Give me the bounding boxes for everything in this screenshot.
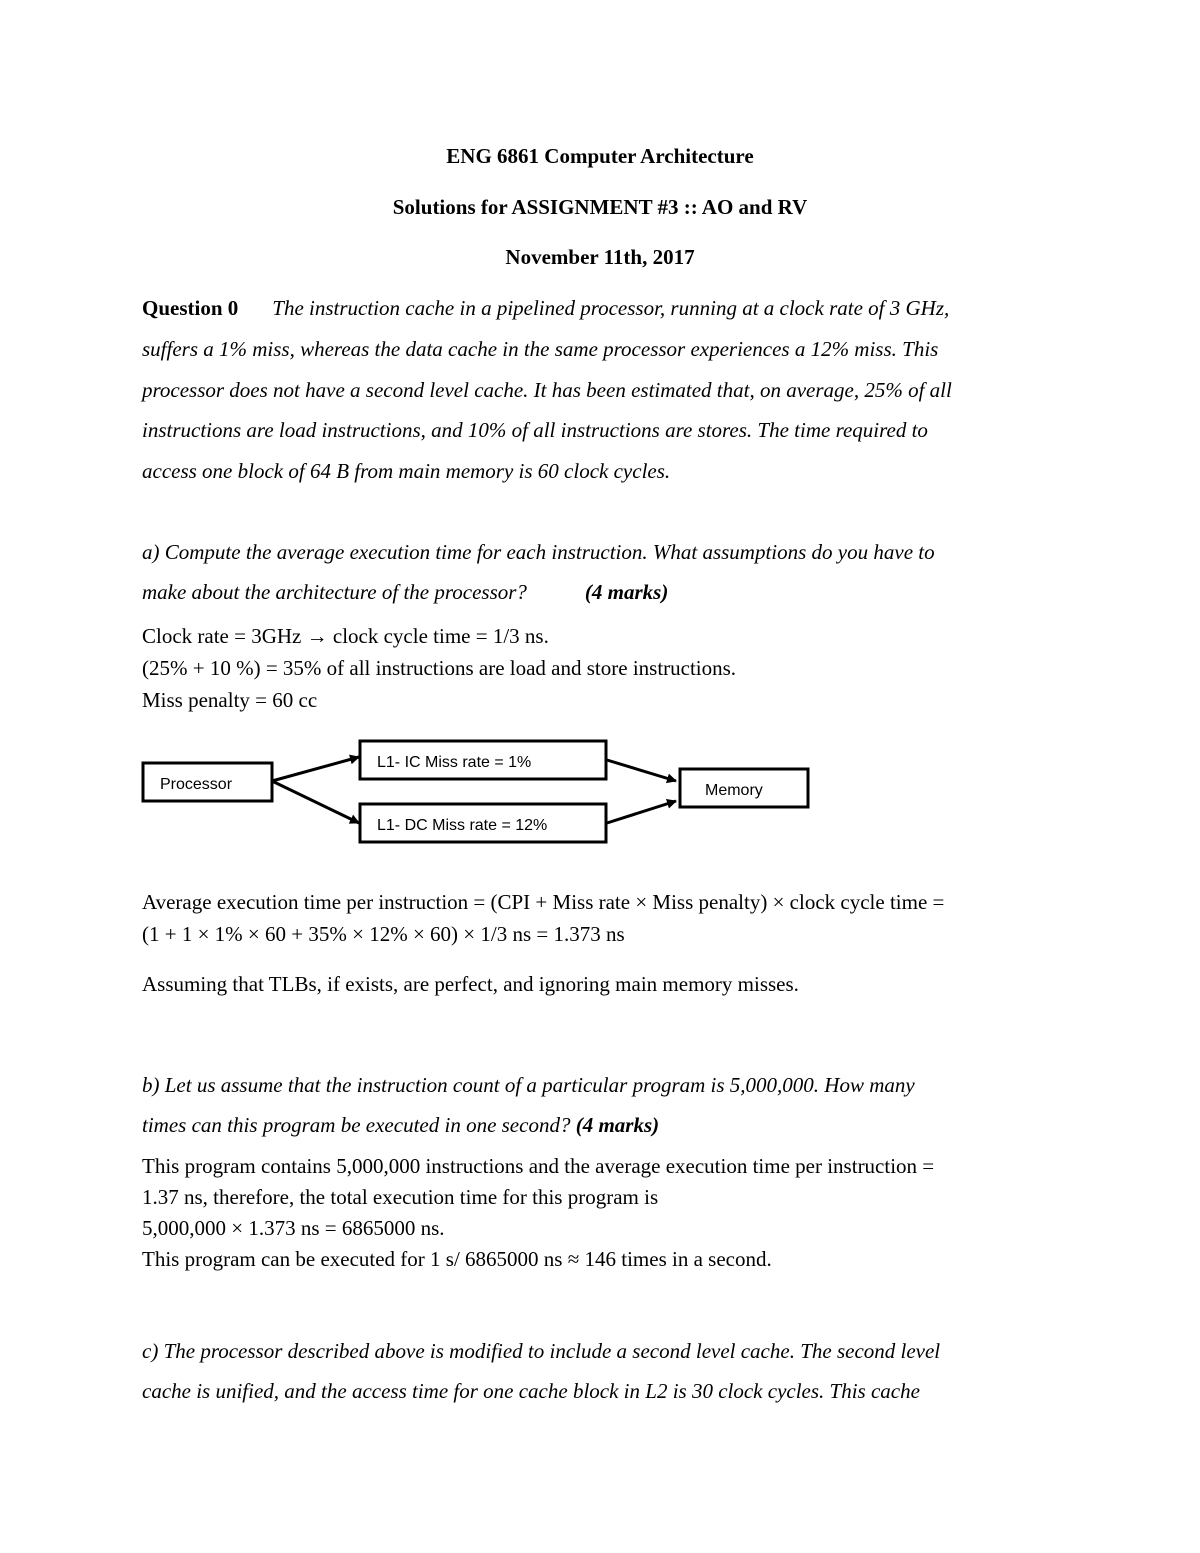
- l1-data-cache-box: [360, 804, 606, 842]
- l1-dc-to-memory-arrow: [607, 801, 676, 823]
- part-c-question-line1: c) The processor described above is modified to include a second level cache. The second level: [142, 1339, 941, 1363]
- question0-line4: instructions are load instructions, and 10% of all instructions are stores. The time required to: [142, 418, 928, 442]
- part-b-question-line2: [142, 1113, 659, 1138]
- part-a-question-text: make about the architecture of the processor?: [142, 580, 527, 604]
- l1-instruction-cache-box: [360, 741, 606, 779]
- question-text: The instruction cache in a pipelined processor, running at a clock rate of 3 GHz,: [272, 296, 950, 320]
- processor-box: [143, 763, 272, 801]
- l1-ic-to-memory-arrow: [607, 760, 676, 781]
- part-a-answer-line6: Assuming that TLBs, if exists, are perfect, and ignoring main memory misses.: [142, 972, 799, 996]
- part-c-question-line2: cache is unified, and the access time for one cache block in L2 is 30 clock cycles. This cache: [142, 1379, 920, 1403]
- part-b-answer-line3: 5,000,000 × 1.373 ns = 6865000 ns.: [142, 1216, 445, 1240]
- part-b-marks: (4 marks): [575, 1113, 660, 1137]
- part-b-question-text: times can this program be executed in one second?: [142, 1113, 571, 1137]
- processor-label: Processor: [160, 776, 233, 793]
- memory-label: Memory: [705, 782, 763, 799]
- question0-line3: processor does not have a second level cache. It has been estimated that, on average, 25% of all: [142, 378, 952, 402]
- question-label: Question 0: [142, 296, 239, 320]
- part-a-answer-line2: (25% + 10 %) = 35% of all instructions are load and store instructions.: [142, 656, 737, 680]
- part-b-answer-line4: This program can be executed for 1 s/ 6865000 ns ≈ 146 times in a second.: [142, 1247, 772, 1271]
- part-a-answer-line1: Clock rate = 3GHz → clock cycle time = 1/3 ns.: [142, 624, 549, 648]
- part-a-answer-line4: Average execution time per instruction = (CPI + Miss rate × Miss penalty) × clock cycle time =: [142, 890, 945, 914]
- l1-instruction-cache-label: L1- IC Miss rate = 1%: [377, 754, 532, 771]
- memory-box: [680, 769, 808, 807]
- l1-data-cache-label: L1- DC Miss rate = 12%: [377, 817, 548, 834]
- part-b-answer-line2: 1.37 ns, therefore, the total execution time for this program is: [142, 1185, 659, 1209]
- question0-line5: access one block of 64 B from main memory is 60 clock cycles.: [142, 459, 671, 483]
- processor-to-l1-ic-arrow: [272, 757, 359, 781]
- course-title: ENG 6861 Computer Architecture: [446, 144, 754, 168]
- question0-line1: [142, 296, 949, 321]
- document-date: November 11th, 2017: [505, 245, 695, 269]
- processor-to-l1-dc-arrow: [272, 781, 359, 823]
- part-a-answer-line3: Miss penalty = 60 cc: [142, 688, 318, 712]
- part-a-question-line1: a) Compute the average execution time for each instruction. What assumptions do you have to: [142, 540, 935, 564]
- part-a-answer-line5: (1 + 1 × 1% × 60 + 35% × 12% × 60) × 1/3 ns = 1.373 ns: [142, 922, 625, 946]
- part-b-question-line1: b) Let us assume that the instruction count of a particular program is 5,000,000. How many: [142, 1073, 915, 1097]
- part-a-marks: (4 marks): [584, 580, 669, 604]
- part-b-answer-line1: This program contains 5,000,000 instructions and the average execution time per instruction =: [142, 1154, 935, 1178]
- question0-line2: suffers a 1% miss, whereas the data cache in the same processor experiences a 12% miss. This: [142, 337, 939, 361]
- assignment-subtitle: Solutions for ASSIGNMENT #3 :: AO and RV: [392, 195, 808, 219]
- part-a-question-line2: [142, 580, 668, 605]
